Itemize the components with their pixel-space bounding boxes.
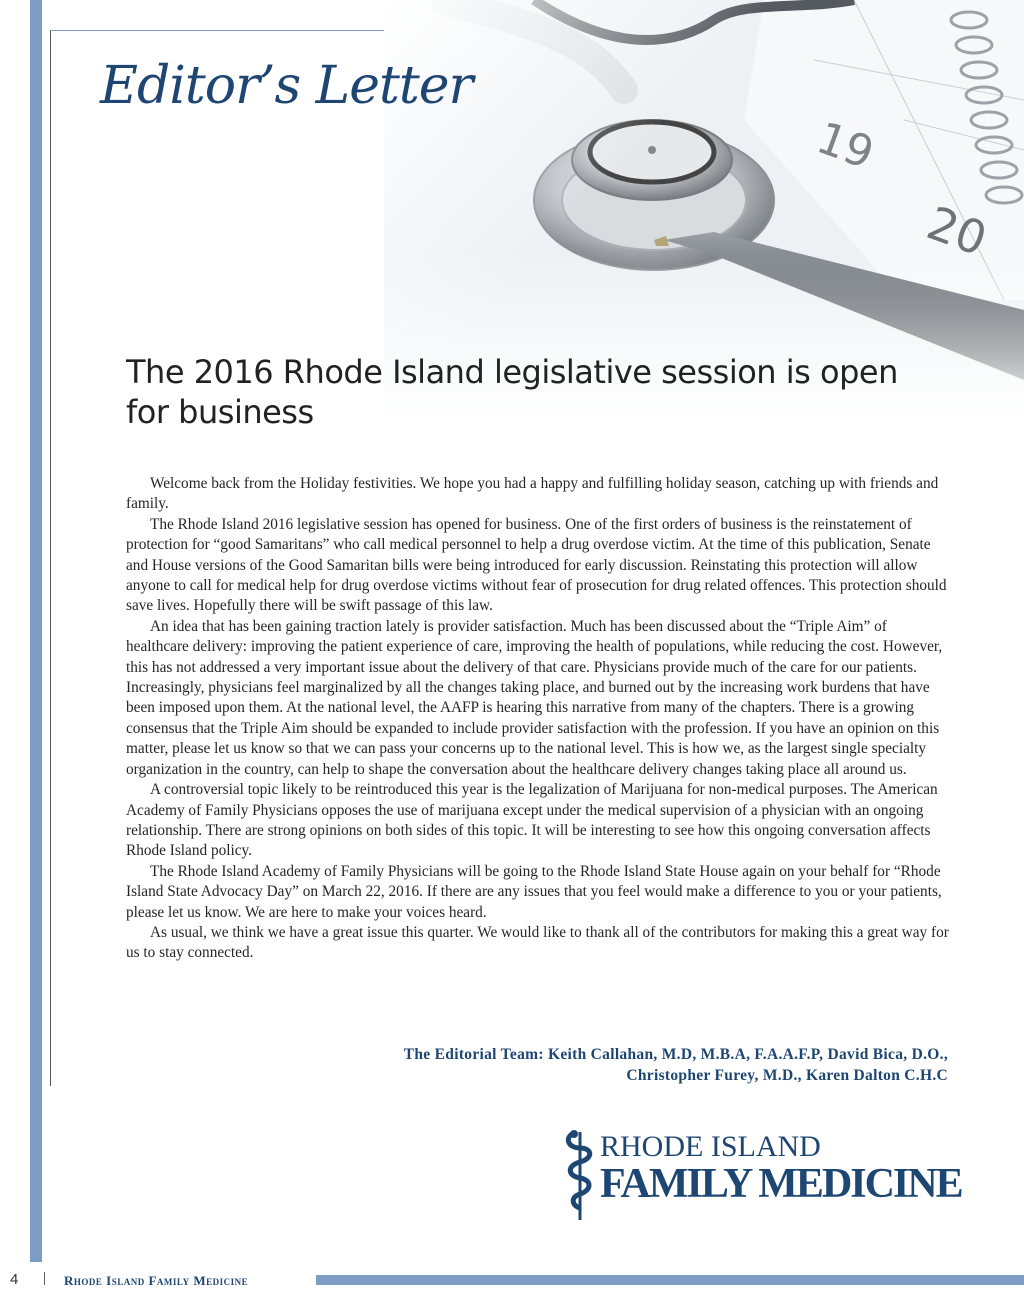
left-rule xyxy=(50,30,51,1086)
editorial-signature xyxy=(126,1044,948,1086)
page-number: 4 xyxy=(10,1271,19,1288)
caduceus-icon xyxy=(562,1126,598,1222)
article-paragraph: The Rhode Island Academy of Family Physicians will be going to the Rhode Island State House again on your behalf for “Rhode Island State Advocacy Day” on March 22, 2016. If there are any issues that you feel would make a difference to you or your patients, please let us know. We are here to make your voices heard. xyxy=(126,862,942,921)
article-body xyxy=(126,474,950,964)
logo-line2: FAMILY MEDICINE xyxy=(600,1161,962,1207)
article-paragraph: The Rhode Island 2016 legislative session has opened for business. One of the first orders of business is the reinstatement of protection for “good Samaritans” who call medical personnel to help a drug overdose victim. At the time of this publication, Senate and House versions of the Good Samaritan bills were being introduced for early discussion. Reinstating this protection will allow anyone to call for medical help for drug overdose victims without fear of prosecution for drug related offences. This protection should save lives. Hopefully there will be swift passage of this law. xyxy=(126,515,947,615)
article-paragraph: As usual, we think we have a great issue this quarter. We would like to thank all of the contributors for making this a great way for us to stay connected. xyxy=(126,923,949,962)
article-paragraph: An idea that has been gaining traction lately is provider satisfaction. Much has been discussed about the “Triple Aim” of healthcare delivery: improving the patient experience of care, improving the health of populations, while reducing the cost. However, this has not addressed a very important issue about the delivery of that care. Physicians provide much of the care for our patients. Increasingly, physicians feel marginalized by all the changes taking place, and burned out by the increasing work burdens that have been imposed upon them. At the national level, the AAFP is hearing this narrative from many of the chapters. There is a growing consensus that the Triple Aim should be expanded to include provider satisfaction with the profession. If you have an opinion on this matter, please let us know so that we can pass your concerns up to the national level. This is how we, as the largest single specialty organization in the country, can help to shape the conversation about the healthcare delivery changes taking place all around us. xyxy=(126,617,943,778)
signature-line: The Editorial Team: Keith Callahan, M.D, M.B.A, F.A.A.F.P, David Bica, D.O., xyxy=(403,1046,948,1063)
footer-accent-bar xyxy=(316,1275,1024,1285)
article-paragraph: Welcome back from the Holiday festivities. We hope you had a happy and fulfilling holiday season, catching up with friends and family. xyxy=(126,475,939,513)
logo-line1: RHODE ISLAND xyxy=(600,1130,821,1163)
article-paragraph: A controversial topic likely to be reintroduced this year is the legalization of Marijuana for non-medical purposes. The American Academy of Family Physicians opposes the use of marijuana except under the medical supervision of a physician with an ongoing relationship. There are strong opinions on both sides of this topic. It will be interesting to see how this ongoing conversation affects Rhode Island policy. xyxy=(126,781,938,860)
left-accent-bar xyxy=(30,0,42,1262)
section-title: Editor’s Letter xyxy=(100,56,473,116)
footer-separator: | xyxy=(43,1270,47,1286)
signature-line: Christopher Furey, M.D., Karen Dalton C.H.C xyxy=(626,1067,948,1084)
footer-publication: Rhode Island Family Medicine xyxy=(64,1273,249,1288)
article-headline: The 2016 Rhode Island legislative session is open for business xyxy=(126,353,898,431)
rifm-logo xyxy=(562,1126,994,1222)
